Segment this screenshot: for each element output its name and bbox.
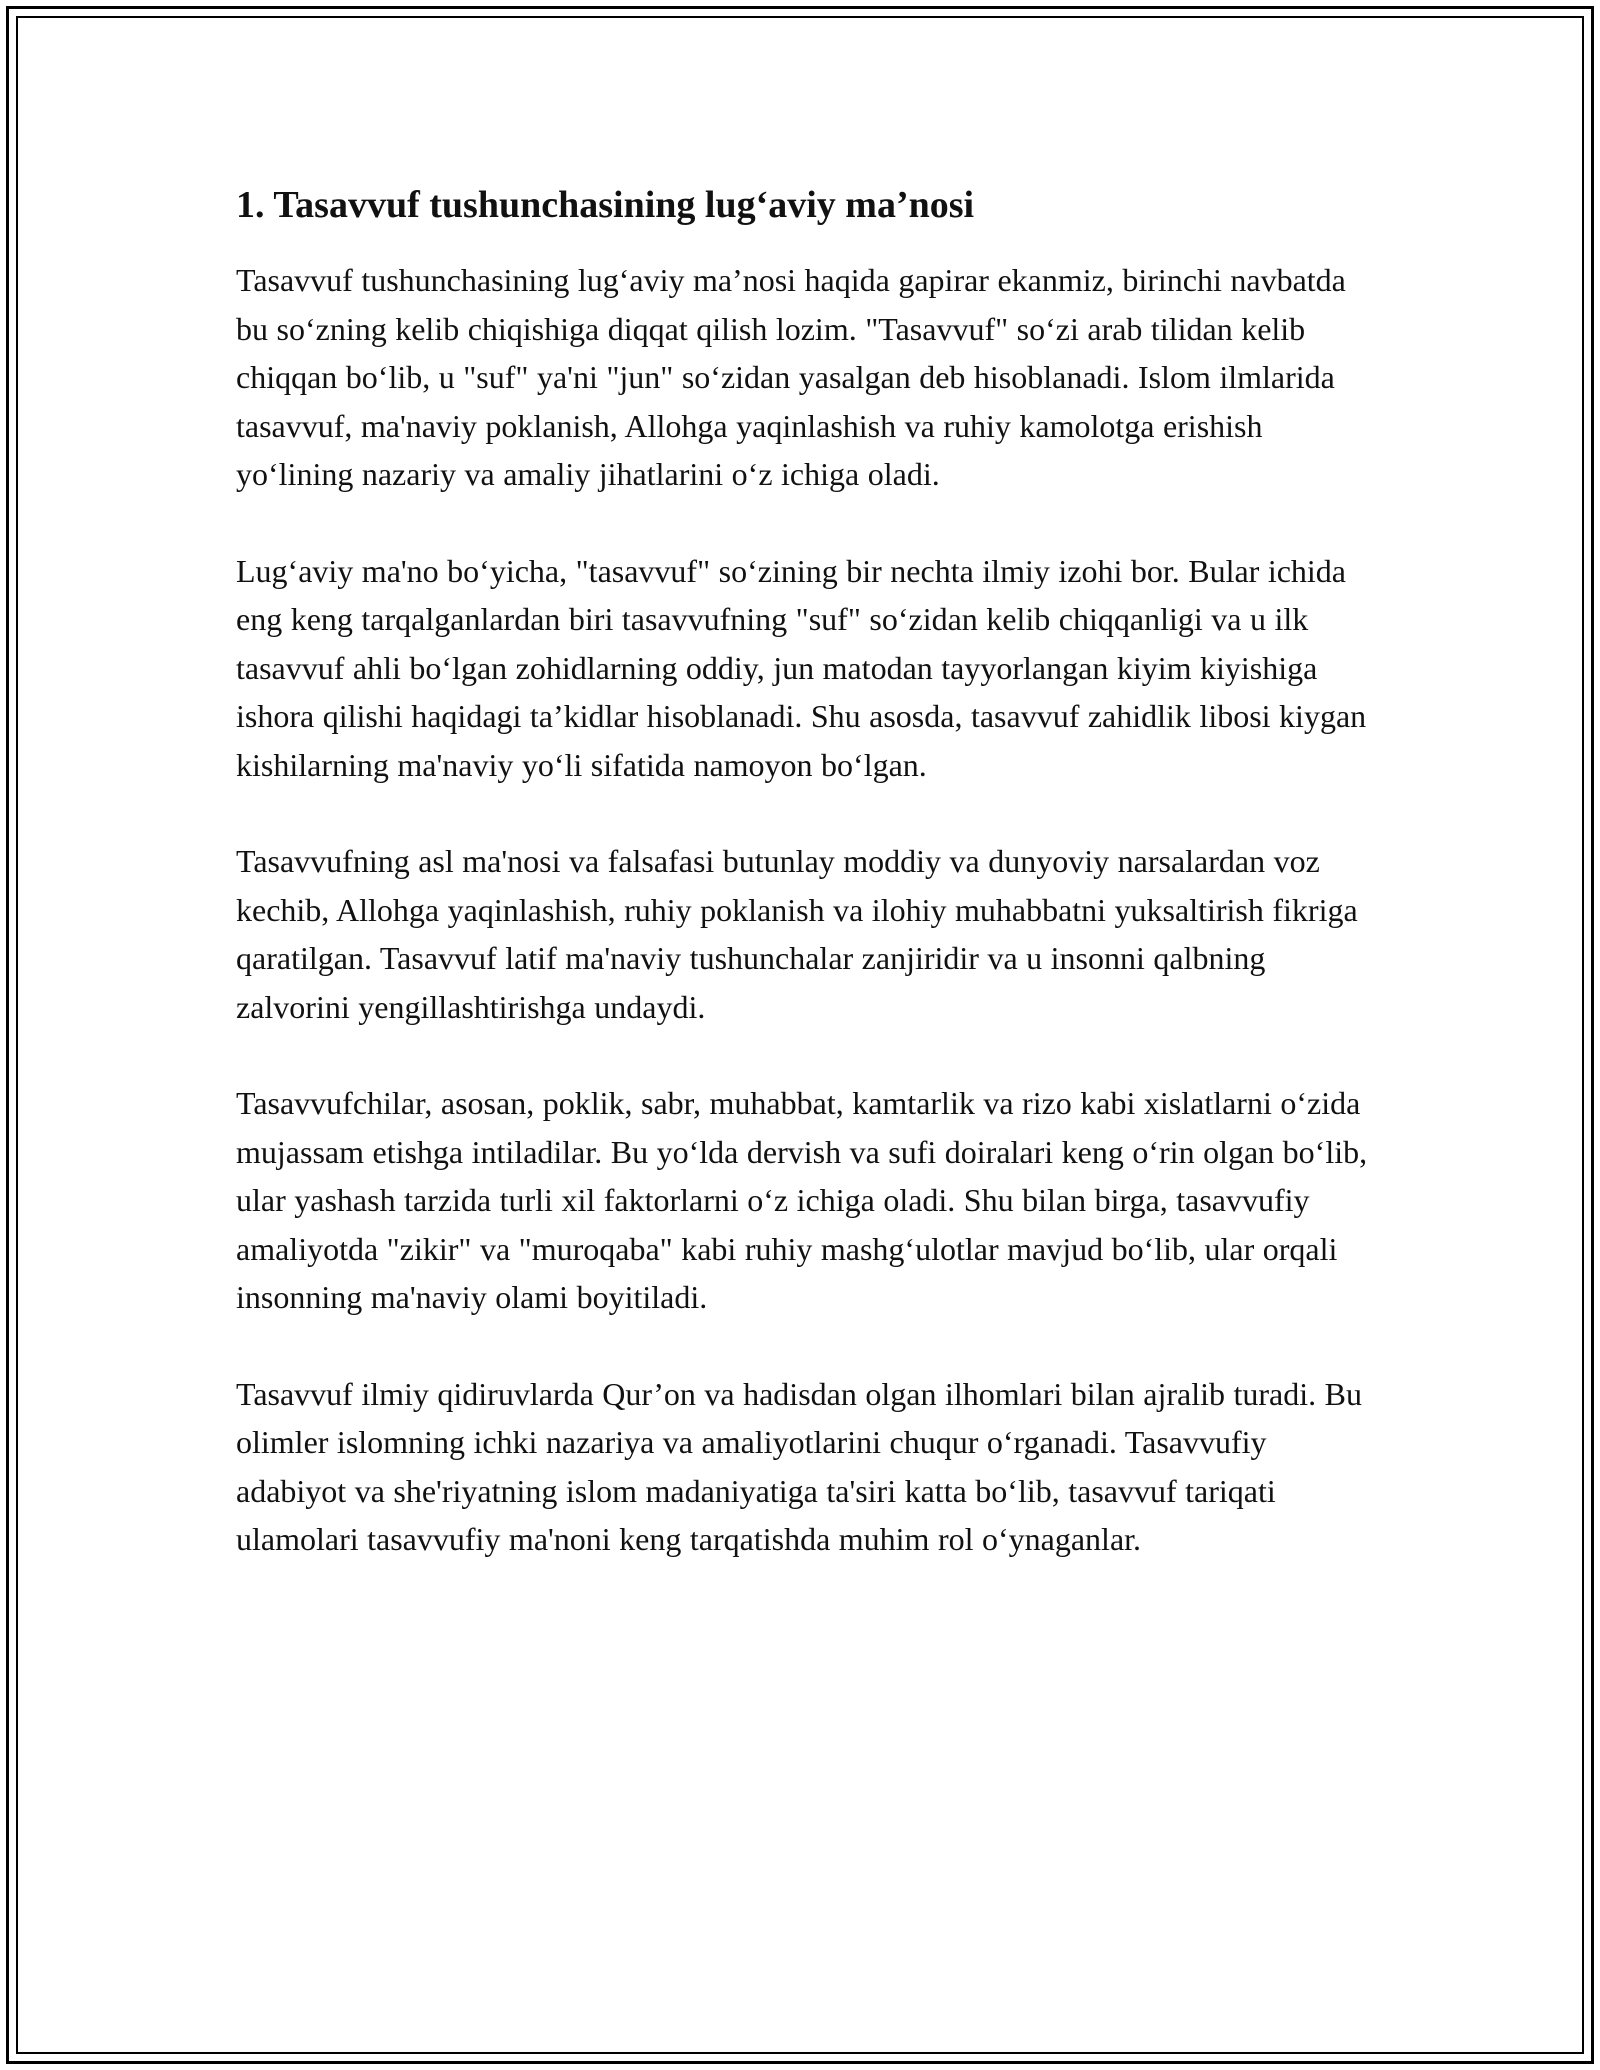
paragraph-1: Tasavvuf tushunchasining lug‘aviy ma’nosi haqida gapirar ekanmiz, birinchi navbatda bu so‘zning kelib chiqishiga diqqat qilish lozim. "Tasavvuf" so‘zi arab tilidan kelib chiqqan bo‘lib, u "suf" ya'ni "jun" so‘zidan yasalgan deb hisoblanadi. Islom ilmlarida tasavvuf, ma'naviy poklanish, Allohga yaqinlashish va ruhiy kamolotga erishish yo‘lining nazariy va amaliy jihatlarini o‘z ichiga oladi. [236, 262, 1346, 492]
document-body [236, 180, 1376, 1612]
paragraph-5: Tasavvuf ilmiy qidiruvlarda Qur’on va hadisdan olgan ilhomlari bilan ajralib turadi. Bu olimler islomning ichki nazariya va amaliyotlarini chuqur o‘rganadi. Tasavvufiy adabiyot va she'riyatning islom madaniyatiga ta'siri katta bo‘lib, tasavvuf tariqati ulamolari tasavvufiy ma'noni keng tarqatishda muhim rol o‘ynaganlar. [236, 1375, 1362, 1557]
paragraph-4: Tasavvufchilar, asosan, poklik, sabr, muhabbat, kamtarlik va rizo kabi xislatlarni o‘zida mujassam etishga intiladilar. Bu yo‘lda dervish va sufi doiralari keng o‘rin olgan bo‘lib, ular yashash tarzida turli xil faktorlarni o‘z ichiga oladi. Shu bilan birga, tasavvufiy amaliyotda "zikir" va "muroqaba" kabi ruhiy mashg‘ulotlar mavjud bo‘lib, ular orqali insonning ma'naviy olami boyitiladi. [236, 1085, 1368, 1315]
section-heading: 1. Tasavvuf tushunchasining lug‘aviy ma’nosi [236, 184, 975, 226]
paragraph-2: Lug‘aviy ma'no bo‘yicha, "tasavvuf" so‘zining bir nechta ilmiy izohi bor. Bular ichida eng keng tarqalganlardan biri tasavvufning "suf" so‘zidan kelib chiqqanligi va u ilk tasavvuf ahli bo‘lgan zohidlarning oddiy, jun matodan tayyorlangan kiyim kiyishiga ishora qilishi haqidagi ta’kidlar hisoblanadi. Shu asosda, tasavvuf zahidlik libosi kiygan kishilarning ma'naviy yo‘li sifatida namoyon bo‘lgan. [236, 552, 1367, 783]
paragraph-3: Tasavvufning asl ma'nosi va falsafasi butunlay moddiy va dunyoviy narsalardan voz kechib, Allohga yaqinlashish, ruhiy poklanish va ilohiy muhabbatni yuksaltirish fikriga qaratilgan. Tasavvuf latif ma'naviy tushunchalar zanjiridir va u insonni qalbning zalvorini yengillashtirishga undaydi. [236, 843, 1358, 1025]
